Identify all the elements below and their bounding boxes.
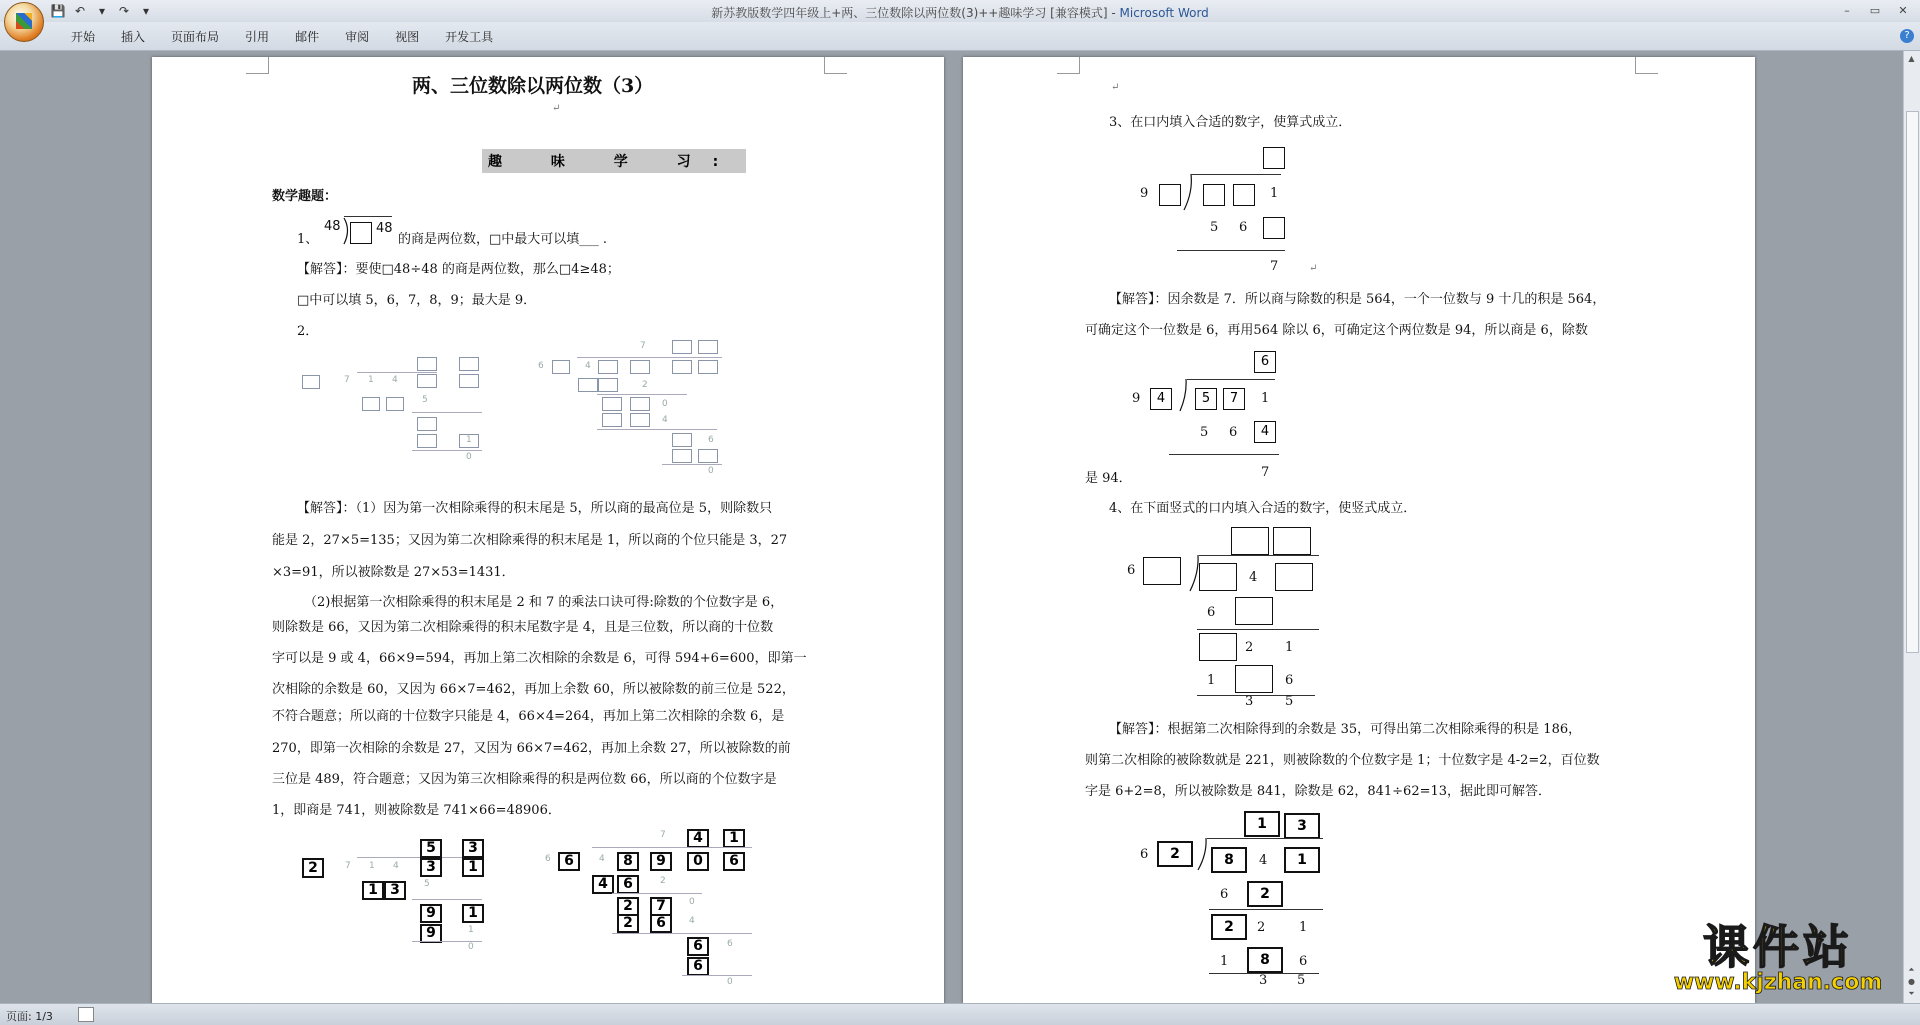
answer-2-line: 字可以是 9 或 4，66×9=594，再加上第二次相除的余数是 6，可得 594+6=600，即第一 — [272, 651, 807, 666]
redo-icon[interactable]: ↷ — [118, 4, 130, 18]
page-indicator[interactable]: 页面: 1/3 — [6, 1010, 53, 1023]
blank-box — [672, 340, 692, 354]
scroll-up-icon[interactable]: ▲ — [1908, 54, 1915, 63]
fig-digit: 6 — [1285, 673, 1294, 688]
subtraction-line — [1177, 250, 1285, 251]
subtraction-line — [597, 394, 687, 395]
division-bar — [357, 372, 437, 373]
answer-box: 4 — [687, 829, 709, 848]
fig-digit: 1 — [369, 861, 375, 871]
fig-digit: 3 — [1245, 694, 1254, 709]
fig-digit: 6 — [1140, 847, 1149, 862]
fig-digit: 1 — [1299, 920, 1308, 935]
subtraction-line — [682, 975, 752, 976]
answer-3-line-3: 是 94． — [1085, 471, 1132, 486]
fig-digit: 1 — [1261, 391, 1270, 406]
answer-box: 6 — [723, 852, 745, 871]
answer-box: 1 — [462, 858, 484, 877]
division-bracket — [1177, 377, 1189, 413]
fig-digit: 7 — [1270, 259, 1279, 274]
answer-box: 0 — [687, 852, 709, 871]
blank-box — [362, 397, 380, 411]
fig-digit: 0 — [662, 399, 668, 409]
subtraction-line — [612, 933, 752, 934]
tab-view[interactable]: 视图 — [395, 30, 420, 44]
blank-box — [552, 360, 570, 374]
help-icon[interactable]: ? — [1900, 29, 1914, 43]
q1-divisor: 48 — [324, 219, 341, 234]
undo-icon[interactable]: ↶ — [74, 4, 86, 18]
blank-box — [302, 375, 320, 389]
quotient-answer-box: 3 — [1284, 813, 1320, 839]
subtraction-line — [612, 893, 702, 894]
product-answer-box: 2 — [1247, 881, 1283, 907]
paragraph-mark: ↵ — [552, 103, 561, 114]
ribbon — [0, 22, 1920, 51]
quotient-answer-box: 6 — [1254, 351, 1276, 373]
divisor-answer-box: 4 — [1150, 388, 1172, 410]
paragraph-mark: ↵ — [1111, 82, 1120, 93]
blank-box — [578, 378, 598, 392]
question-3: 3、在口内填入合适的数字，使算式成立． — [1109, 115, 1352, 130]
page-title: 两、三位数除以两位数（3） — [412, 75, 654, 97]
blank-box — [417, 434, 437, 448]
scroll-thumb[interactable] — [1906, 111, 1919, 653]
tab-mailings[interactable]: 邮件 — [295, 30, 320, 44]
blank-box — [598, 378, 618, 392]
subtraction-line — [1209, 909, 1323, 910]
answer-2-line: 不符合题意；所以商的十位数字只能是 4，66×4=264，再加上第二次相除的余数 6，是 — [272, 709, 785, 724]
fig-digit: 3 — [1259, 973, 1268, 988]
answer-box: 6 — [687, 957, 709, 976]
answer-box: 9 — [650, 852, 672, 871]
answer-1-line-1: 【解答】：要使□48÷48 的商是两位数，那么□4≥48； — [297, 262, 620, 277]
dividend-box[interactable] — [1275, 563, 1313, 591]
fig-digit: 9 — [1132, 391, 1141, 406]
answer-box: 3 — [462, 839, 484, 858]
answer-1-line-2: □中可以填 5，6，7，8，9；最大是 9． — [297, 293, 537, 308]
answer-4-line-2: 则第二次相除的被除数就是 221，则被除数的个位数字是 1；十位数字是 4-2=2，百位数 — [1085, 753, 1600, 768]
fig-digit: 1 — [1207, 673, 1216, 688]
maximize-button[interactable]: ▭ — [1869, 4, 1881, 17]
divisor-box[interactable] — [1143, 557, 1181, 585]
window-title: 新苏教版数学四年级上+两、三位数除以两位数(3)++趣味学习 [兼容模式] - Microsoft Word — [711, 6, 1209, 20]
answer-box: 3 — [420, 858, 442, 877]
answer-box: 4 — [592, 875, 614, 894]
minimize-button[interactable]: – — [1844, 4, 1850, 17]
fig-digit: 7 — [640, 341, 646, 351]
q1-text: 的商是两位数，□中最大可以填___ . — [398, 232, 608, 247]
fig-digit: 2 — [1245, 640, 1254, 655]
subtraction-line — [412, 450, 482, 451]
blank-box — [630, 360, 650, 374]
answer-box: 6 — [650, 914, 672, 933]
fig-digit: 4 — [392, 375, 398, 385]
fig-digit: 6 — [708, 435, 714, 445]
blank-box — [672, 449, 692, 463]
product-box[interactable] — [1235, 597, 1273, 625]
fig-digit: 7 — [1261, 465, 1270, 480]
division-bar — [1191, 174, 1281, 175]
answer-box: 2 — [617, 914, 639, 933]
prev-page-icon[interactable]: ⏶ — [1908, 965, 1915, 974]
vertical-scrollbar[interactable] — [1903, 51, 1920, 1004]
crop-mark — [1057, 57, 1080, 74]
fig-digit: 5 — [1285, 694, 1294, 709]
subtraction-line — [662, 464, 722, 465]
blank-box — [417, 417, 437, 431]
subtraction-line — [412, 412, 482, 413]
dividend-answer-box: 8 — [1211, 847, 1247, 873]
answer-box: 7 — [650, 897, 672, 916]
division-bar — [1207, 838, 1323, 839]
answer-box: 1 — [462, 904, 484, 923]
chevron-down-icon[interactable]: ▾ — [98, 4, 106, 18]
page-2 — [963, 57, 1755, 1004]
question-4: 4、在下面竖式的口内填入合适的数字，使竖式成立． — [1109, 501, 1417, 516]
product-answer-box: 8 — [1247, 947, 1283, 973]
answer-box: 8 — [617, 852, 639, 871]
dividend-box[interactable] — [1233, 184, 1255, 206]
subtraction-line — [412, 899, 482, 900]
subtraction-line — [1169, 454, 1279, 455]
blank-box — [672, 433, 692, 447]
fig-digit: 4 — [689, 916, 695, 926]
watermark-logo: 课件站 www.kjzhan.com — [1673, 920, 1883, 995]
section-banner: 趣 味 学 习: — [482, 149, 746, 173]
crop-mark — [1635, 57, 1658, 74]
fig-digit: 5 — [1210, 220, 1219, 235]
tab-page-layout[interactable]: 页面布局 — [171, 30, 220, 44]
fig-digit: 6 — [1239, 220, 1248, 235]
blank-box — [459, 374, 479, 388]
fig-digit: 4 — [1259, 853, 1268, 868]
dividend-box[interactable] — [1199, 563, 1237, 591]
dividend-answer-box: 5 — [1195, 388, 1217, 410]
fig-digit: 0 — [468, 942, 474, 952]
blank-box — [698, 449, 718, 463]
product-box[interactable] — [1263, 217, 1285, 239]
fig-digit: 1 — [468, 925, 474, 935]
fig-digit: 1 — [368, 375, 374, 385]
answer-box: 6 — [687, 937, 709, 956]
answer-box: 6 — [558, 852, 580, 871]
fig-digit: 6 — [1207, 605, 1216, 620]
quotient-box[interactable] — [1263, 147, 1285, 169]
fig-digit: 6 — [1127, 563, 1136, 578]
answer-2-line: 则除数是 66，又因为第二次相除乘得的积末尾数字是 4，且是三位数，所以商的十位数 — [272, 620, 774, 635]
fig-digit: 9 — [1140, 186, 1149, 201]
blank-box — [417, 374, 437, 388]
next-page-icon[interactable]: ⏷ — [1908, 989, 1915, 998]
fig-digit: 2 — [642, 380, 648, 390]
save-icon[interactable]: 💾 — [50, 4, 66, 18]
answer-2-line: （2)根据第一次相除乘得的积末尾是 2 和 7 的乘法口诀可得:除数的个位数字是 6， — [304, 595, 784, 610]
answer-2-line: 能是 2，27×5=135；又因为第二次相除乘得的积末尾是 1，所以商的个位只能是 3，27 — [272, 533, 788, 548]
fig-digit: 4 — [585, 361, 591, 371]
division-bar — [592, 847, 752, 848]
fig-digit: 0 — [689, 897, 695, 907]
fig-digit: 7 — [345, 861, 351, 871]
answer-box: 9 — [420, 924, 442, 943]
subtraction-line — [597, 429, 717, 430]
answer-2-line: ×3=91，所以被除数是 27×53=1431． — [272, 565, 515, 580]
blank-box — [386, 397, 404, 411]
product-answer-box: 4 — [1254, 421, 1276, 443]
fig-digit: 7 — [344, 375, 350, 385]
answer-box: 2 — [302, 858, 324, 878]
fig-digit: 1 — [466, 435, 472, 445]
dividend-answer-box: 1 — [1284, 847, 1320, 873]
fig-digit: 0 — [708, 466, 714, 476]
tab-developer[interactable]: 开发工具 — [445, 30, 494, 44]
answer-box: 3 — [384, 881, 406, 900]
fig-digit: 6 — [545, 854, 551, 864]
fig-digit: 6 — [1229, 425, 1238, 440]
fig-digit: 1 — [1270, 186, 1279, 201]
fig-digit: 5 — [1200, 425, 1209, 440]
fig-digit: 4 — [393, 861, 399, 871]
fig-digit: 5 — [424, 879, 430, 889]
division-bar — [1199, 555, 1319, 556]
answer-4-line-3: 字是 6+2=8，所以被除数是 841，除数是 62，841÷62=13，据此即可解答． — [1085, 784, 1552, 799]
fig-digit: 6 — [1220, 887, 1229, 902]
office-button[interactable] — [4, 2, 44, 42]
fig-digit: 1 — [1220, 954, 1229, 969]
subtraction-line — [1197, 629, 1319, 630]
fig-digit: 6 — [538, 361, 544, 371]
blank-box — [417, 357, 437, 371]
fig-digit: 2 — [660, 876, 666, 886]
answer-2-line: 270，即第一次相除的余数是 27，又因为 66×7=462，再加上余数 27，所以被除数的前 — [272, 741, 791, 756]
blank-box — [672, 360, 692, 374]
title-bar — [0, 0, 1920, 23]
answer-box: 5 — [420, 839, 442, 858]
division-bracket — [1181, 172, 1195, 212]
crop-mark — [246, 57, 269, 74]
status-bar — [0, 1003, 1920, 1025]
answer-box: 9 — [420, 904, 442, 923]
customize-qat-icon[interactable]: ▾ — [142, 4, 150, 18]
q2-number: 2． — [297, 324, 319, 339]
blank-box — [602, 413, 622, 427]
fig-digit: 4 — [662, 415, 668, 425]
fig-digit: 4 — [599, 854, 605, 864]
answer-box: 1 — [362, 881, 384, 900]
answer-2-line: 【解答】：（1）因为第一次相除乘得的积末尾是 5，所以商的最高位是 5，则除数只 — [297, 501, 773, 516]
blank-box — [698, 340, 718, 354]
fig-digit: 5 — [1297, 973, 1306, 988]
page-1 — [152, 57, 944, 1004]
blank-box — [598, 360, 618, 374]
blank-box — [630, 397, 650, 411]
paragraph-mark: ↵ — [1309, 263, 1318, 274]
answer-box: 6 — [617, 875, 639, 894]
fig-digit: 5 — [422, 395, 428, 405]
dividend-answer-box: 7 — [1223, 388, 1245, 410]
answer-2-line: 次相除的余数是 60，又因为 66×7=462，再加上余数 60，所以被除数的前三位是 522， — [272, 682, 795, 697]
quotient-box[interactable] — [1273, 527, 1311, 555]
fig-digit: 0 — [466, 452, 472, 462]
quotient-box[interactable] — [1231, 527, 1269, 555]
divisor-answer-box: 2 — [1157, 841, 1193, 867]
answer-4-line-1: 【解答】：根据第二次相除得到的余数是 35，可得出第二次相除乘得的积是 186， — [1109, 722, 1582, 737]
blank-box — [459, 357, 479, 371]
office-logo-icon — [16, 13, 32, 29]
divisor-box[interactable] — [1159, 184, 1181, 206]
fig-digit: 7 — [660, 830, 666, 840]
division-bar — [1187, 379, 1275, 380]
tab-review[interactable]: 审阅 — [345, 30, 370, 44]
crop-mark — [824, 57, 847, 74]
browse-object-icon[interactable]: ● — [1908, 977, 1915, 986]
division-bracket — [1195, 836, 1209, 872]
answer-box: 1 — [723, 829, 745, 848]
dividend-box[interactable] — [1203, 184, 1225, 206]
blank-box — [630, 413, 650, 427]
answer-box: 2 — [617, 897, 639, 916]
product-box[interactable] — [1235, 665, 1273, 693]
fig-digit: 6 — [727, 939, 733, 949]
tab-home[interactable]: 开始 — [71, 30, 96, 44]
blank-box — [698, 360, 718, 374]
subtraction-line — [1197, 695, 1315, 696]
close-button[interactable]: ✕ — [1898, 4, 1908, 17]
fig-digit: 4 — [1249, 570, 1258, 585]
tab-insert[interactable]: 插入 — [121, 30, 146, 44]
q1-dividend-tail: 48 — [376, 221, 393, 236]
fig-digit: 1 — [1285, 640, 1294, 655]
remainder-box[interactable] — [1199, 633, 1237, 661]
remainder-answer-box: 2 — [1211, 914, 1247, 940]
division-bar — [577, 357, 722, 358]
tab-references[interactable]: 引用 — [245, 30, 270, 44]
fig-digit: 6 — [1299, 954, 1308, 969]
answer-2-line: 三位是 489，符合题意；又因为第三次相除乘得的积是两位数 66，所以商的个位数字是 — [272, 772, 777, 787]
blank-box — [602, 397, 622, 411]
quotient-answer-box: 1 — [1244, 811, 1280, 837]
fig-digit: 2 — [1257, 920, 1266, 935]
answer-3-line-2: 可确定这个一位数是 6，再用564 除以 6，可确定这个两位数是 94，所以商是 6，除数 — [1085, 323, 1588, 338]
q1-blank-box[interactable] — [350, 222, 372, 244]
answer-3-line-1: 【解答】：因余数是 7．所以商与除数的积是 564，一个一位数与 9 十几的积是 564， — [1109, 292, 1606, 307]
answer-2-line: 1，即商是 741，则被除数是 741×66=48906． — [272, 803, 561, 818]
division-bar — [344, 216, 392, 217]
proofing-icon[interactable] — [78, 1007, 94, 1022]
q1-number: 1、 — [297, 232, 319, 247]
section-heading: 数学趣题： — [272, 189, 338, 204]
fig-digit: 0 — [727, 977, 733, 987]
